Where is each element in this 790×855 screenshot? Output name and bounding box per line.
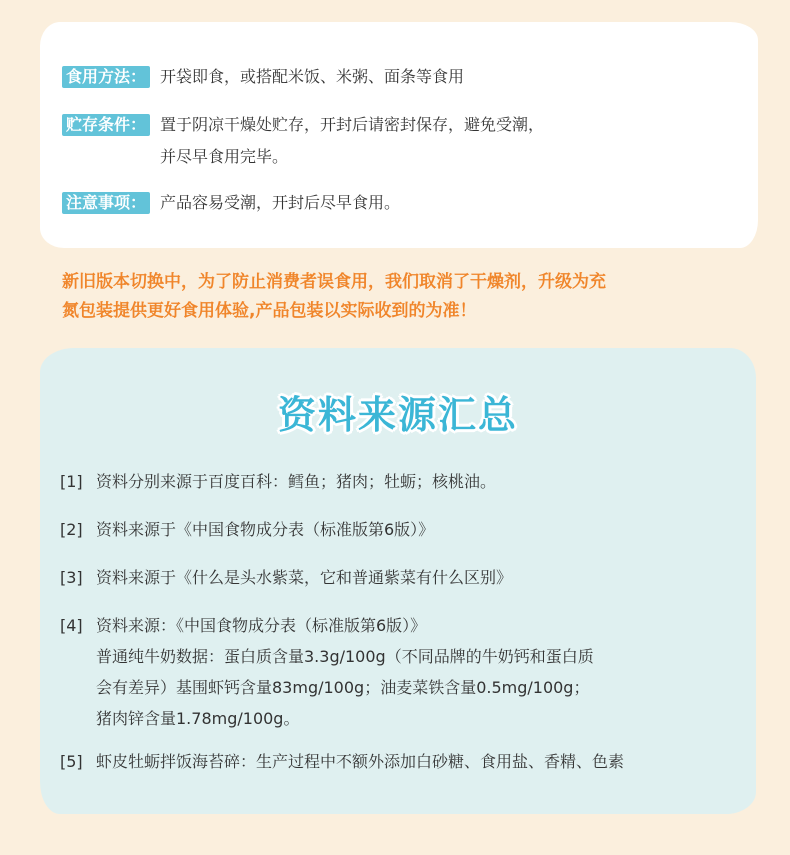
source-number: [4] — [60, 616, 83, 635]
precautions-tag: 注意事项： — [62, 192, 150, 214]
usage-method-tag: 食用方法： — [62, 66, 150, 88]
source-item-2 — [60, 514, 434, 545]
precautions-row — [62, 192, 400, 219]
source-text-line1: 资料来源：《中国食物成分表（标准版第6版）》 — [96, 616, 427, 635]
source-text-line3: 会有差异）基围虾钙含量83mg/100g；油麦菜铁含量0.5mg/100g； — [96, 678, 590, 697]
source-number: [2] — [60, 520, 83, 539]
source-text: 虾皮牡蛎拌饭海苔碎：生产过程中不额外添加白砂糖、食用盐、香精、色素 — [96, 752, 625, 771]
source-item-3 — [60, 562, 512, 593]
sources-title: 资料来源汇总 — [277, 393, 518, 437]
storage-info-card — [40, 22, 758, 248]
source-item-5 — [60, 746, 624, 777]
storage-condition-text-line2: 并尽早食用完毕。 — [160, 147, 289, 166]
source-text-line4: 猪肉锌含量1.78mg/100g。 — [96, 709, 300, 728]
usage-method-text: 开袋即食，或搭配米饭、米粥、面条等食用 — [160, 67, 465, 86]
source-text: 资料来源于《什么是头水紫菜，它和普通紫菜有什么区别》 — [96, 568, 513, 587]
packaging-notice-line1: 新旧版本切换中，为了防止消费者误食用，我们取消了干燥剂，升级为充 — [62, 272, 606, 292]
source-text: 资料来源于《中国食物成分表（标准版第6版）》 — [96, 520, 435, 539]
storage-condition-tag: 贮存条件： — [62, 114, 150, 136]
usage-method-row — [62, 66, 464, 93]
source-number: [3] — [60, 568, 83, 587]
source-item-1 — [60, 466, 496, 497]
source-text: 资料分别来源于百度百科：鳕鱼；猪肉；牡蛎；核桃油。 — [96, 472, 497, 491]
storage-condition-text-line1: 置于阴凉干燥处贮存，开封后请密封保存，避免受潮， — [160, 115, 545, 134]
source-text-line2: 普通纯牛奶数据：蛋白质含量3.3g/100g（不同品牌的牛奶钙和蛋白质 — [96, 647, 594, 666]
source-number: [1] — [60, 472, 83, 491]
packaging-notice — [62, 268, 742, 326]
source-item-4 — [60, 610, 594, 734]
storage-condition-row — [62, 114, 544, 173]
source-number: [5] — [60, 752, 83, 771]
sources-card — [40, 348, 756, 814]
packaging-notice-line2: 氮包装提供更好食用体验,产品包装以实际收到的为准！ — [62, 301, 477, 321]
precautions-text: 产品容易受潮，开封后尽早食用。 — [160, 193, 401, 212]
